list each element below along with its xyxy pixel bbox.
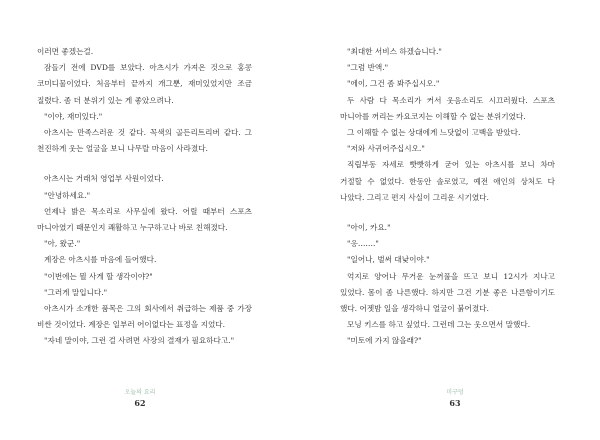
paragraph: 아츠시가 소개한 품목은 그의 회사에서 취급하는 제품 중 가장 비싼 것이었다. 계장은 일부러 어이없다는 표정을 지었다. — [37, 304, 252, 330]
paragraph: "아, 왔군." — [44, 239, 81, 249]
paragraph: 억지로 양어나 무거운 눈꺼풀을 뜨고 보니 12시가 지나고 있었다. 몸이 좀 나른했다. 하지만 그건 기분 좋은 나른함이기도 했다. 어젯밤 일을 생각하니 얼굴이 붉어졌다. — [340, 271, 555, 314]
paragraph: "미토에 가지 않을래?" — [347, 336, 422, 346]
running-head: 오늘의 요리 — [124, 389, 156, 396]
paragraph: 그 이해할 수 없는 상대에게 느닷없이 고백을 받았다. — [347, 128, 521, 138]
paragraph: 아츠시는 만족스러운 것 같다. 꼭색의 골든리트리버 같다. 그 천진하게 웃는 얼굴을 보니 나무랄 마음이 사라졌다. — [37, 128, 252, 154]
page-number: 63 — [449, 398, 461, 408]
right-page-footer — [305, 389, 600, 409]
paragraph: "아이, 카요." — [347, 223, 391, 233]
paragraph: "최대한 서비스 하겠습니다." — [347, 47, 442, 56]
paragraph: "일어나, 벌써 대낮이야." — [347, 255, 430, 265]
running-head: 미구덩 — [446, 389, 464, 396]
paragraph: "응……." — [347, 239, 379, 249]
left-page-text — [37, 44, 252, 350]
paragraph: 모닝 키스를 하고 싶었다. 그런데 그는 웃으면서 말했다. — [347, 320, 531, 330]
section-break — [37, 157, 252, 171]
right-page-text — [340, 44, 555, 350]
paragraph: 두 사람 다 목소리가 커서 웃음소리도 시끄러웠다. 스포츠 마니아를 꺼리는 카요코지는 이해할 수 없는 분위기였다. — [340, 95, 555, 121]
paragraph: 직립부동 자세로 빳빳하게 굳어 있는 아츠시를 보니 차마 거절할 수 없었다. 한동안 솔로였고, 예전 애인의 상처도 다 나았다. 그리고 편지 사실이 그리운 시기였다. — [340, 160, 555, 202]
paragraph: 언제나 밝은 목소리로 사무실에 왔다. 어릴 때부터 스포츠 마니아였기 때문인지 쾌활하고 누구하고나 바로 친해졌다. — [37, 206, 252, 233]
paragraph: 계장은 아츠시를 마음에 들어했다. — [44, 255, 157, 265]
paragraph: "저와 사귀어주십시오." — [347, 144, 425, 154]
paragraph: "이번에는 뭘 사게 할 생각이야?" — [44, 271, 153, 281]
paragraph: "그럼 반액." — [347, 63, 389, 73]
paragraph: "에이, 그건 좀 봐주십시오." — [347, 79, 440, 89]
paragraph: 이러면 좋겠는걸. — [37, 47, 94, 56]
section-break — [340, 206, 555, 220]
paragraph: 아츠시는 거래처 영업부 사원이었다. — [44, 174, 164, 184]
paragraph: "자네 말이야, 그런 걸 사려면 사장의 결재가 필요하다고." — [44, 336, 235, 346]
paragraph: 잠들기 전에 DVD를 보았다. 아츠시가 가져온 것으로 홍콩 코미디물이었다. 처음부터 끝까지 개그뿐, 재미있었지만 조금 질렸다. 좀 더 분위기 있는 게 좋았으려나. — [37, 63, 252, 105]
right-page — [300, 0, 600, 440]
page-number: 62 — [134, 398, 146, 408]
paragraph: "안녕하세요." — [44, 190, 91, 200]
paragraph: "이야, 재미있다." — [44, 111, 103, 121]
left-page-footer — [0, 389, 290, 409]
paragraph: "그러게 말입니다." — [44, 287, 108, 297]
